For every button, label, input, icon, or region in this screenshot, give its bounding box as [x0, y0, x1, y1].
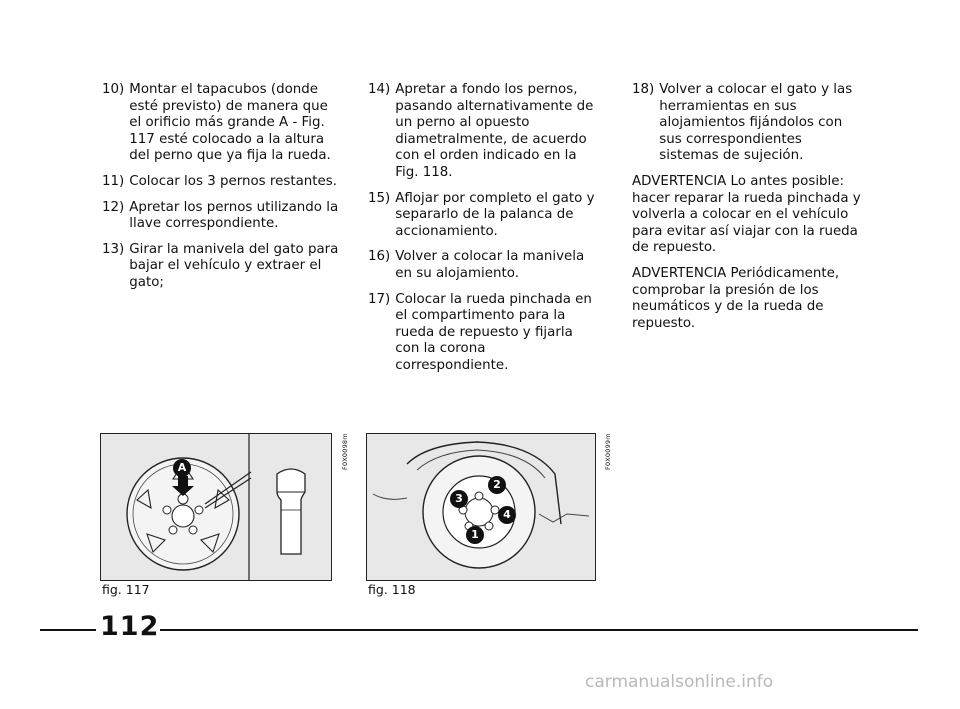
step-12: 12) Apretar los pernos utilizando la llave correspondiente.: [102, 199, 339, 232]
label-3: 3: [450, 490, 468, 508]
figure-117: [100, 433, 332, 581]
step-11: 11) Colocar los 3 pernos restantes.: [102, 173, 337, 189]
footer-rule-right: [160, 629, 918, 631]
page-number: 112: [100, 611, 160, 642]
label-1: 1: [466, 526, 484, 544]
figure-118-code: F0X0099m: [604, 433, 612, 470]
step-17: 17) Colocar la rueda pinchada en el compartimento para la rueda de repuesto y fijarla con la corona correspondiente.: [368, 291, 592, 373]
text-column-1: [102, 82, 342, 301]
watermark: carmanualsonline.info: [585, 672, 774, 692]
label-2: 2: [488, 476, 506, 494]
warning-1: ADVERTENCIA Lo antes posible: hacer reparar la rueda pinchada y volverla a colocar en el vehículo para evitar así viajar con la rueda de repuesto.: [632, 173, 861, 256]
hubcap-illustration: [101, 434, 331, 580]
text-column-3: [632, 82, 864, 341]
figure-117-code: F0X0098m: [341, 433, 349, 470]
wheel-bolt-order-illustration: [367, 434, 595, 580]
figure-118-caption: fig. 118: [368, 582, 416, 597]
figure-117-caption: fig. 117: [102, 582, 150, 597]
label-A: A: [173, 459, 191, 477]
step-18: 18) Volver a colocar el gato y las herramientas en sus alojamientos fijándolos con sus correspondientes sistemas de sujeción.: [632, 82, 853, 164]
text-column-2: [368, 82, 596, 384]
step-13: 13) Girar la manivela del gato para bajar el vehículo y extraer el gato;: [102, 241, 339, 290]
figure-118: [366, 433, 596, 581]
step-16: 16) Volver a colocar la manivela en su alojamiento.: [368, 249, 585, 281]
step-10: 10) Montar el tapacubos (donde esté previsto) de manera que el orificio más grande A - Fig. 117 esté colocado a la altura del perno que ya fija la rueda.: [102, 82, 331, 164]
footer-rule-left: [40, 629, 96, 631]
step-15: 15) Aflojar por completo el gato y separarlo de la palanca de accionamiento.: [368, 190, 595, 239]
label-4: 4: [498, 506, 516, 524]
warning-2: ADVERTENCIA Periódicamente, comprobar la presión de los neumáticos y de la rueda de repuesto.: [632, 265, 840, 331]
step-14: 14) Apretar a fondo los pernos, pasando alternativamente de un perno al opuesto diametralmente, de acuerdo con el orden indicado en la Fig. 118.: [368, 82, 594, 180]
